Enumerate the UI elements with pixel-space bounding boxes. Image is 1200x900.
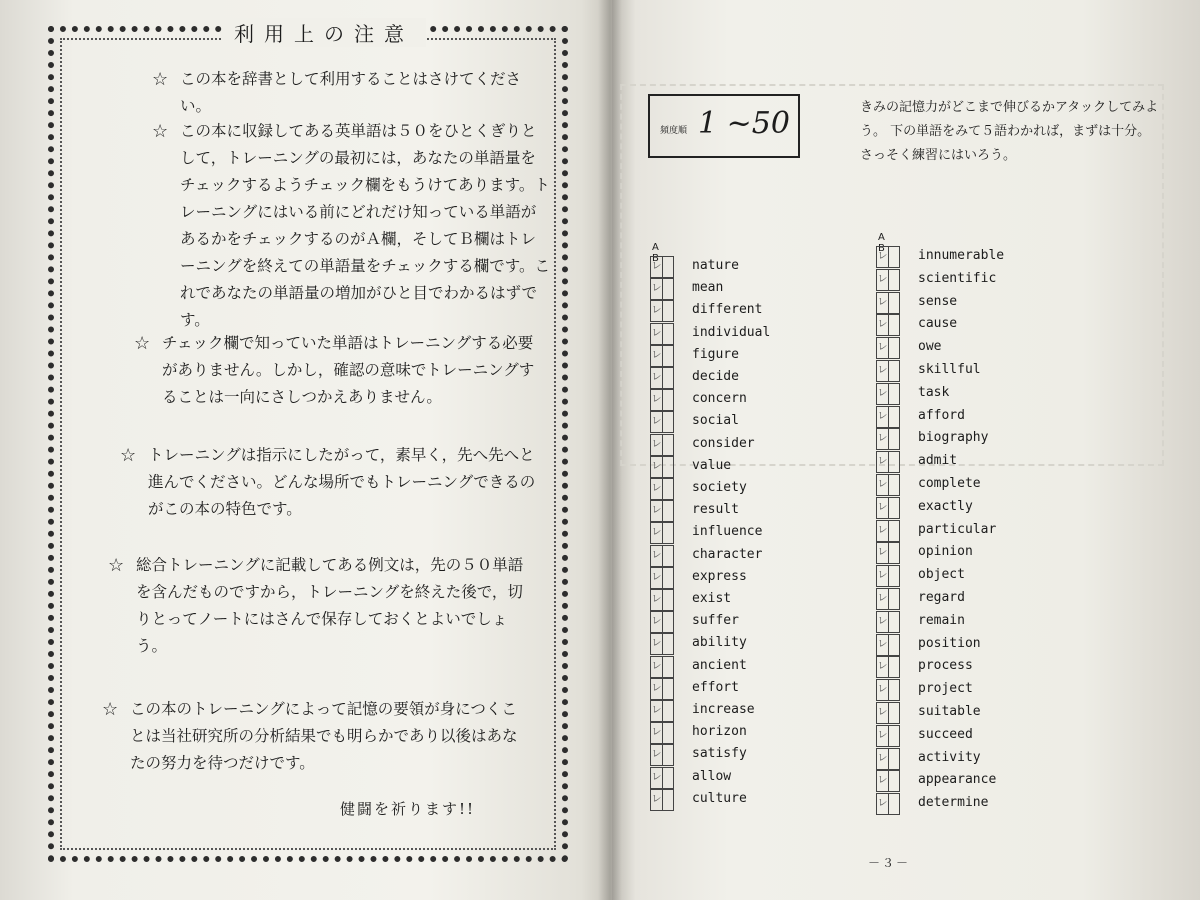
vocab-word: individual — [692, 324, 771, 340]
check-box[interactable] — [876, 542, 900, 564]
vocab-word: horizon — [692, 724, 747, 740]
notice-item: ☆ この本に収録してある英単語は５０をひとくぎりとして，トレーニングの最初には，あなたの単語量をチェックするようチェック欄をもうけてあります。トレーニングにはいる前にどれだけ知っている単語があるかをチェックするのがＡ欄，そしてＢ欄はトレーニングを終えての単語量をチェックする欄です。これであなたの単語量の増加がひと目でわかるはずです。 — [180, 118, 550, 334]
check-box[interactable] — [650, 411, 674, 433]
check-box[interactable] — [876, 428, 900, 450]
vocab-word: increase — [692, 702, 755, 717]
check-box[interactable] — [650, 456, 674, 478]
check-mark: レ — [877, 338, 889, 358]
check-mark: レ — [651, 590, 663, 610]
check-mark: レ — [877, 657, 889, 677]
check-box[interactable] — [650, 611, 674, 633]
vocab-word: consider — [692, 435, 755, 451]
heading-range: 1 ~50 — [698, 106, 790, 141]
notice-item: ☆ トレーニングは指示にしたがって，素早く，先へ先へと進んでください。どんな場所でもトレーニングできるのがこの本の特色です。 — [148, 442, 538, 523]
heading-tag: 頻度順 — [660, 126, 688, 136]
check-mark: レ — [877, 498, 889, 518]
notice-item: ☆ この本を辞書として利用することはさけてください。 — [180, 66, 550, 120]
check-mark: レ — [651, 435, 663, 455]
check-box[interactable] — [650, 567, 674, 589]
check-box[interactable] — [650, 722, 674, 744]
check-box[interactable] — [876, 634, 900, 656]
vocab-word: decide — [692, 369, 739, 384]
star-icon: ☆ — [152, 69, 169, 90]
vocab-word: succeed — [918, 726, 973, 742]
check-box[interactable] — [876, 770, 900, 792]
check-mark: レ — [651, 612, 663, 632]
check-box[interactable] — [650, 789, 674, 811]
vocab-word: skillful — [918, 362, 981, 377]
vocab-word: result — [692, 502, 739, 518]
check-mark: レ — [877, 407, 889, 427]
vocab-word: complete — [918, 476, 981, 491]
vocab-word: task — [918, 384, 950, 400]
check-box[interactable] — [650, 434, 674, 456]
vocab-word: scientific — [918, 270, 997, 286]
check-box[interactable] — [876, 611, 900, 633]
vocab-word: different — [692, 302, 763, 318]
check-box[interactable] — [876, 656, 900, 678]
check-box[interactable] — [876, 725, 900, 747]
vocab-word: project — [918, 681, 973, 697]
check-box[interactable] — [650, 656, 674, 678]
intro-text: きみの記憶力がどこまで伸びるかアタックしてみよう。 下の単語をみて５語わかれば，まずは十分。さっそく練習にはいろう。 — [860, 100, 1159, 163]
notice-title: 利用上の注意 — [222, 18, 426, 47]
check-mark: レ — [651, 701, 663, 721]
check-box[interactable] — [650, 545, 674, 567]
check-mark: レ — [877, 612, 889, 632]
vocab-word: owe — [918, 339, 942, 355]
vocab-word: exist — [692, 591, 732, 606]
vocab-word: admit — [918, 453, 958, 469]
check-box[interactable] — [650, 300, 674, 322]
check-mark: レ — [877, 566, 889, 586]
check-mark: レ — [877, 452, 889, 472]
check-mark: レ — [651, 390, 663, 410]
check-box[interactable] — [650, 389, 674, 411]
vocab-word: remain — [918, 612, 965, 628]
closing-message: 健闘を祈ります!! — [340, 800, 476, 818]
check-box[interactable] — [650, 323, 674, 345]
check-mark: レ — [651, 301, 663, 321]
check-box[interactable] — [650, 500, 674, 522]
check-box[interactable] — [876, 292, 900, 314]
vocab-word: effort — [692, 679, 739, 695]
check-mark: レ — [651, 679, 663, 699]
vocab-word: culture — [692, 790, 747, 806]
check-box[interactable] — [650, 700, 674, 722]
check-box[interactable] — [876, 383, 900, 405]
check-mark: レ — [877, 749, 889, 769]
check-mark: レ — [877, 293, 889, 313]
check-mark: レ — [651, 568, 663, 588]
check-box[interactable] — [650, 278, 674, 300]
check-box[interactable] — [876, 337, 900, 359]
check-mark: レ — [651, 412, 663, 432]
vocab-word: mean — [692, 280, 724, 296]
vocab-word: express — [692, 568, 747, 584]
vocab-word: position — [918, 635, 981, 651]
notice-item: ☆ チェック欄で知っていた単語はトレーニングする必要がありません。しかし，確認の意味でトレーニングすることは一向にさしつかえありません。 — [162, 330, 542, 411]
check-box[interactable] — [876, 520, 900, 542]
check-box[interactable] — [650, 478, 674, 500]
check-mark: レ — [651, 523, 663, 543]
vocab-word: concern — [692, 391, 747, 407]
check-mark: レ — [651, 501, 663, 521]
check-box[interactable] — [876, 588, 900, 610]
check-box[interactable] — [650, 767, 674, 789]
check-mark: レ — [651, 346, 663, 366]
vocab-word: appearance — [918, 772, 997, 788]
vocab-word: object — [918, 567, 965, 583]
check-box[interactable] — [650, 522, 674, 544]
notice-item: ☆ この本のトレーニングによって記憶の要領が身につくことは当社研究所の分析結果でも明らかであり以後はあなたの努力を待つだけです。 — [130, 696, 530, 777]
check-mark: レ — [651, 723, 663, 743]
check-box[interactable] — [876, 314, 900, 336]
check-mark: レ — [651, 657, 663, 677]
check-mark: レ — [651, 546, 663, 566]
check-box[interactable] — [876, 406, 900, 428]
check-mark: レ — [877, 589, 889, 609]
check-mark: レ — [651, 634, 663, 654]
check-mark: レ — [877, 361, 889, 381]
vocab-word: particular — [918, 521, 997, 537]
vocab-word: character — [692, 546, 763, 562]
vocab-word: opinion — [918, 544, 973, 560]
check-mark: レ — [877, 794, 889, 814]
check-box[interactable] — [876, 451, 900, 473]
check-mark: レ — [651, 457, 663, 477]
page-number: －３－ — [868, 856, 911, 870]
star-icon: ☆ — [134, 333, 151, 354]
check-mark: レ — [877, 475, 889, 495]
check-box[interactable] — [876, 748, 900, 770]
frequency-heading — [648, 94, 800, 158]
vocab-word: activity — [918, 749, 981, 765]
check-box[interactable] — [650, 589, 674, 611]
vocab-word: process — [918, 658, 973, 674]
check-mark: レ — [877, 680, 889, 700]
check-mark: レ — [877, 726, 889, 746]
check-mark: レ — [877, 429, 889, 449]
vocab-word: regard — [918, 590, 965, 605]
check-mark: レ — [651, 257, 663, 277]
star-icon: ☆ — [102, 699, 119, 720]
vocab-word: innumerable — [918, 248, 1005, 263]
check-box[interactable] — [650, 633, 674, 655]
check-mark: レ — [877, 703, 889, 723]
star-icon: ☆ — [108, 555, 125, 576]
check-box[interactable] — [876, 360, 900, 382]
check-mark: レ — [651, 279, 663, 299]
vocab-word: ability — [692, 635, 747, 651]
check-mark: レ — [651, 790, 663, 810]
star-icon: ☆ — [152, 121, 169, 142]
check-mark: レ — [877, 384, 889, 404]
star-icon: ☆ — [120, 445, 137, 466]
check-box[interactable] — [650, 367, 674, 389]
check-box[interactable] — [876, 702, 900, 724]
check-mark: レ — [877, 270, 889, 290]
vocab-word: exactly — [918, 498, 973, 514]
vocab-word: determine — [918, 795, 989, 811]
check-box[interactable] — [876, 793, 900, 815]
vocab-word: nature — [692, 258, 739, 273]
vocab-word: social — [692, 413, 739, 429]
check-box[interactable] — [876, 679, 900, 701]
right-page — [612, 0, 1200, 900]
check-mark: レ — [877, 543, 889, 563]
vocab-word: biography — [918, 430, 989, 446]
check-box[interactable] — [876, 565, 900, 587]
check-mark: レ — [877, 635, 889, 655]
notice-item: ☆ 総合トレーニングに記載してある例文は，先の５０単語を含んだものですから，トレーニングを終えた後で，切りとってノートにはさんで保存しておくとよいでしょう。 — [136, 552, 536, 660]
vocab-word: ancient — [692, 657, 747, 673]
vocab-word: allow — [692, 768, 732, 784]
vocab-word: suffer — [692, 613, 739, 629]
book-gutter — [598, 0, 622, 900]
ab-label: A B — [878, 232, 888, 254]
check-box[interactable] — [876, 474, 900, 496]
check-box[interactable] — [650, 256, 674, 278]
vocab-word: influence — [692, 524, 763, 540]
vocab-word: cause — [918, 316, 958, 332]
check-box[interactable] — [650, 744, 674, 766]
check-mark: レ — [651, 479, 663, 499]
vocab-word: society — [692, 480, 747, 495]
check-mark: レ — [651, 324, 663, 344]
vocab-word: afford — [918, 407, 965, 423]
vocab-word: figure — [692, 346, 739, 362]
ab-label: A B — [652, 242, 662, 264]
check-mark: レ — [877, 521, 889, 541]
check-mark: レ — [651, 768, 663, 788]
vocab-word: satisfy — [692, 746, 747, 762]
vocab-word: suitable — [918, 704, 981, 719]
check-box[interactable] — [876, 497, 900, 519]
check-mark: レ — [877, 771, 889, 791]
check-mark: レ — [877, 247, 889, 267]
vocab-word: value — [692, 457, 732, 473]
check-mark: レ — [877, 315, 889, 335]
check-box[interactable] — [876, 246, 900, 268]
check-mark: レ — [651, 368, 663, 388]
check-mark: レ — [651, 745, 663, 765]
check-box[interactable] — [876, 269, 900, 291]
check-box[interactable] — [650, 345, 674, 367]
check-box[interactable] — [650, 678, 674, 700]
vocab-word: sense — [918, 293, 958, 309]
